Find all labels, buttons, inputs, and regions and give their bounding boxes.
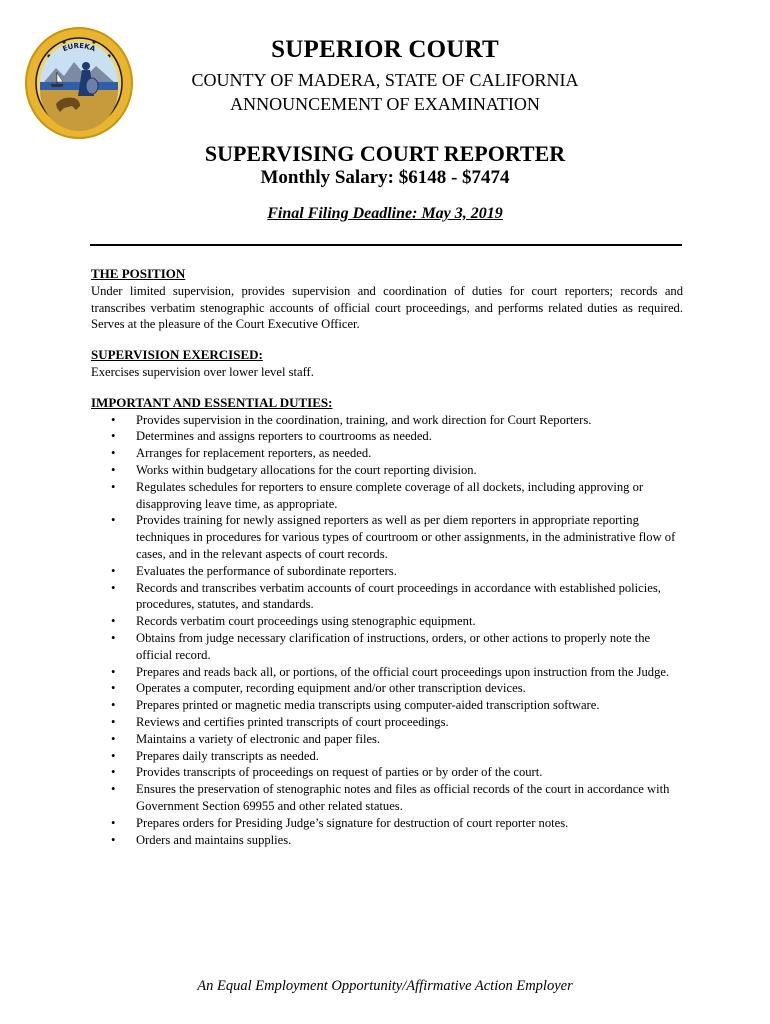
duty-text: Maintains a variety of electronic and paper files. [136,731,381,746]
duty-text: Provides transcripts of proceedings on request of parties or by order of the court. [136,765,543,780]
bullet-icon: • [111,614,116,629]
bullet-icon: • [111,462,116,477]
bullet-icon: • [111,563,116,578]
bullet-icon: • [111,782,116,797]
position-section [91,266,683,333]
duty-text: Operates a computer, recording equipment and/or other transcription devices. [136,681,526,696]
duty-text: Provides training for newly assigned reporters as well as per diem reporters in appropriate reporting techniques in procedures for various types of courtroom or other assignments, in the administrative flow of cases, and in the relevant aspects of court records. [136,513,676,561]
list-item [91,764,683,781]
bullet-icon: • [111,429,116,444]
filing-deadline: Final Filing Deadline: May 3, 2019 [267,205,503,222]
duties-heading: IMPORTANT AND ESSENTIAL DUTIES: [91,394,333,410]
position-text: Under limited supervision, provides supervision and coordination of duties for court reporters; records and transcribes verbatim stenographic accounts of official court proceedings, and performs related duties as required. Serves at the pleasure of the Court Executive Officer. [91,283,683,332]
bullet-icon: • [111,479,116,494]
duty-text: Prepares daily transcripts as needed. [136,748,319,763]
bullet-icon: • [111,580,116,595]
list-item [91,731,683,748]
state-seal-logo [24,26,134,140]
duty-text: Prepares orders for Presiding Judge’s signature for destruction of court reporter notes. [136,815,569,830]
duty-text: Arranges for replacement reporters, as needed. [136,446,372,461]
county-state: COUNTY OF MADERA, STATE OF CALIFORNIA [191,70,579,90]
list-item [91,781,683,815]
bullet-icon: • [111,731,116,746]
list-item [91,630,683,664]
duty-text: Orders and maintains supplies. [136,832,292,847]
list-item [91,714,683,731]
bullet-icon: • [111,748,116,763]
seal-motto: EUREKA [61,41,97,54]
bullet-icon: • [111,664,116,679]
list-item [91,512,683,562]
list-item [91,613,683,630]
duty-text: Records verbatim court proceedings using stenographic equipment. [136,614,476,629]
job-title: SUPERVISING COURT REPORTER [204,141,566,166]
duty-text: Prepares printed or magnetic media transcripts using computer-aided transcription software. [136,698,600,713]
list-item [91,680,683,697]
bullet-icon: • [111,446,116,461]
duty-text: Ensures the preservation of stenographic notes and files as official records of the court in accordance with Government Section 69955 and other related statues. [136,782,670,813]
court-name: SUPERIOR COURT [271,36,499,63]
duty-text: Regulates schedules for reporters to ensure complete coverage of all dockets, including approving or disapproving leave time, as appropriate. [136,479,644,511]
header-divider [90,244,682,246]
bullet-icon: • [111,513,116,528]
list-item [91,445,683,462]
bullet-icon: • [111,815,116,830]
duties-list [91,412,683,849]
document-body [91,266,683,848]
duty-text: Provides supervision in the coordination, training, and work direction for Court Reporters. [136,412,592,427]
bullet-icon: • [111,714,116,729]
list-item [91,697,683,714]
list-item [91,832,683,849]
california-seal-icon [24,26,134,140]
list-item [91,462,683,479]
list-item [91,748,683,765]
salary-range: Monthly Salary: $6148 - $7474 [260,167,510,188]
list-item [91,428,683,445]
bullet-icon: • [111,412,116,427]
list-item [91,580,683,614]
duty-text: Works within budgetary allocations for the court reporting division. [136,462,477,477]
list-item [91,412,683,429]
eeo-footer: An Equal Employment Opportunity/Affirmative Action Employer [197,978,573,994]
duty-text: Records and transcribes verbatim accounts of court proceedings in accordance with established policies, procedures, statutes, and standards. [136,580,661,612]
list-item [91,664,683,681]
duty-text: Determines and assigns reporters to courtrooms as needed. [136,429,432,444]
bullet-icon: • [111,681,116,696]
list-item [91,815,683,832]
duty-text: Obtains from judge necessary clarification of instructions, orders, or other actions to properly note the official record. [136,630,651,662]
bullet-icon: • [111,698,116,713]
supervision-heading: SUPERVISION EXERCISED: [91,347,263,363]
duty-text: Prepares and reads back all, or portions, of the official court proceedings upon instruction from the Judge. [136,664,670,679]
duty-text: Evaluates the performance of subordinate reporters. [136,563,397,578]
announcement-title: ANNOUNCEMENT OF EXAMINATION [230,94,540,114]
bullet-icon: • [111,765,116,780]
bullet-icon: • [111,832,116,847]
bullet-icon: • [111,630,116,645]
supervision-section [91,347,683,381]
position-heading: THE POSITION [91,266,186,281]
duty-text: Reviews and certifies printed transcripts of court proceedings. [136,714,449,729]
supervision-text: Exercises supervision over lower level staff. [91,364,314,379]
list-item [91,479,683,513]
duties-section [91,395,683,849]
list-item [91,563,683,580]
